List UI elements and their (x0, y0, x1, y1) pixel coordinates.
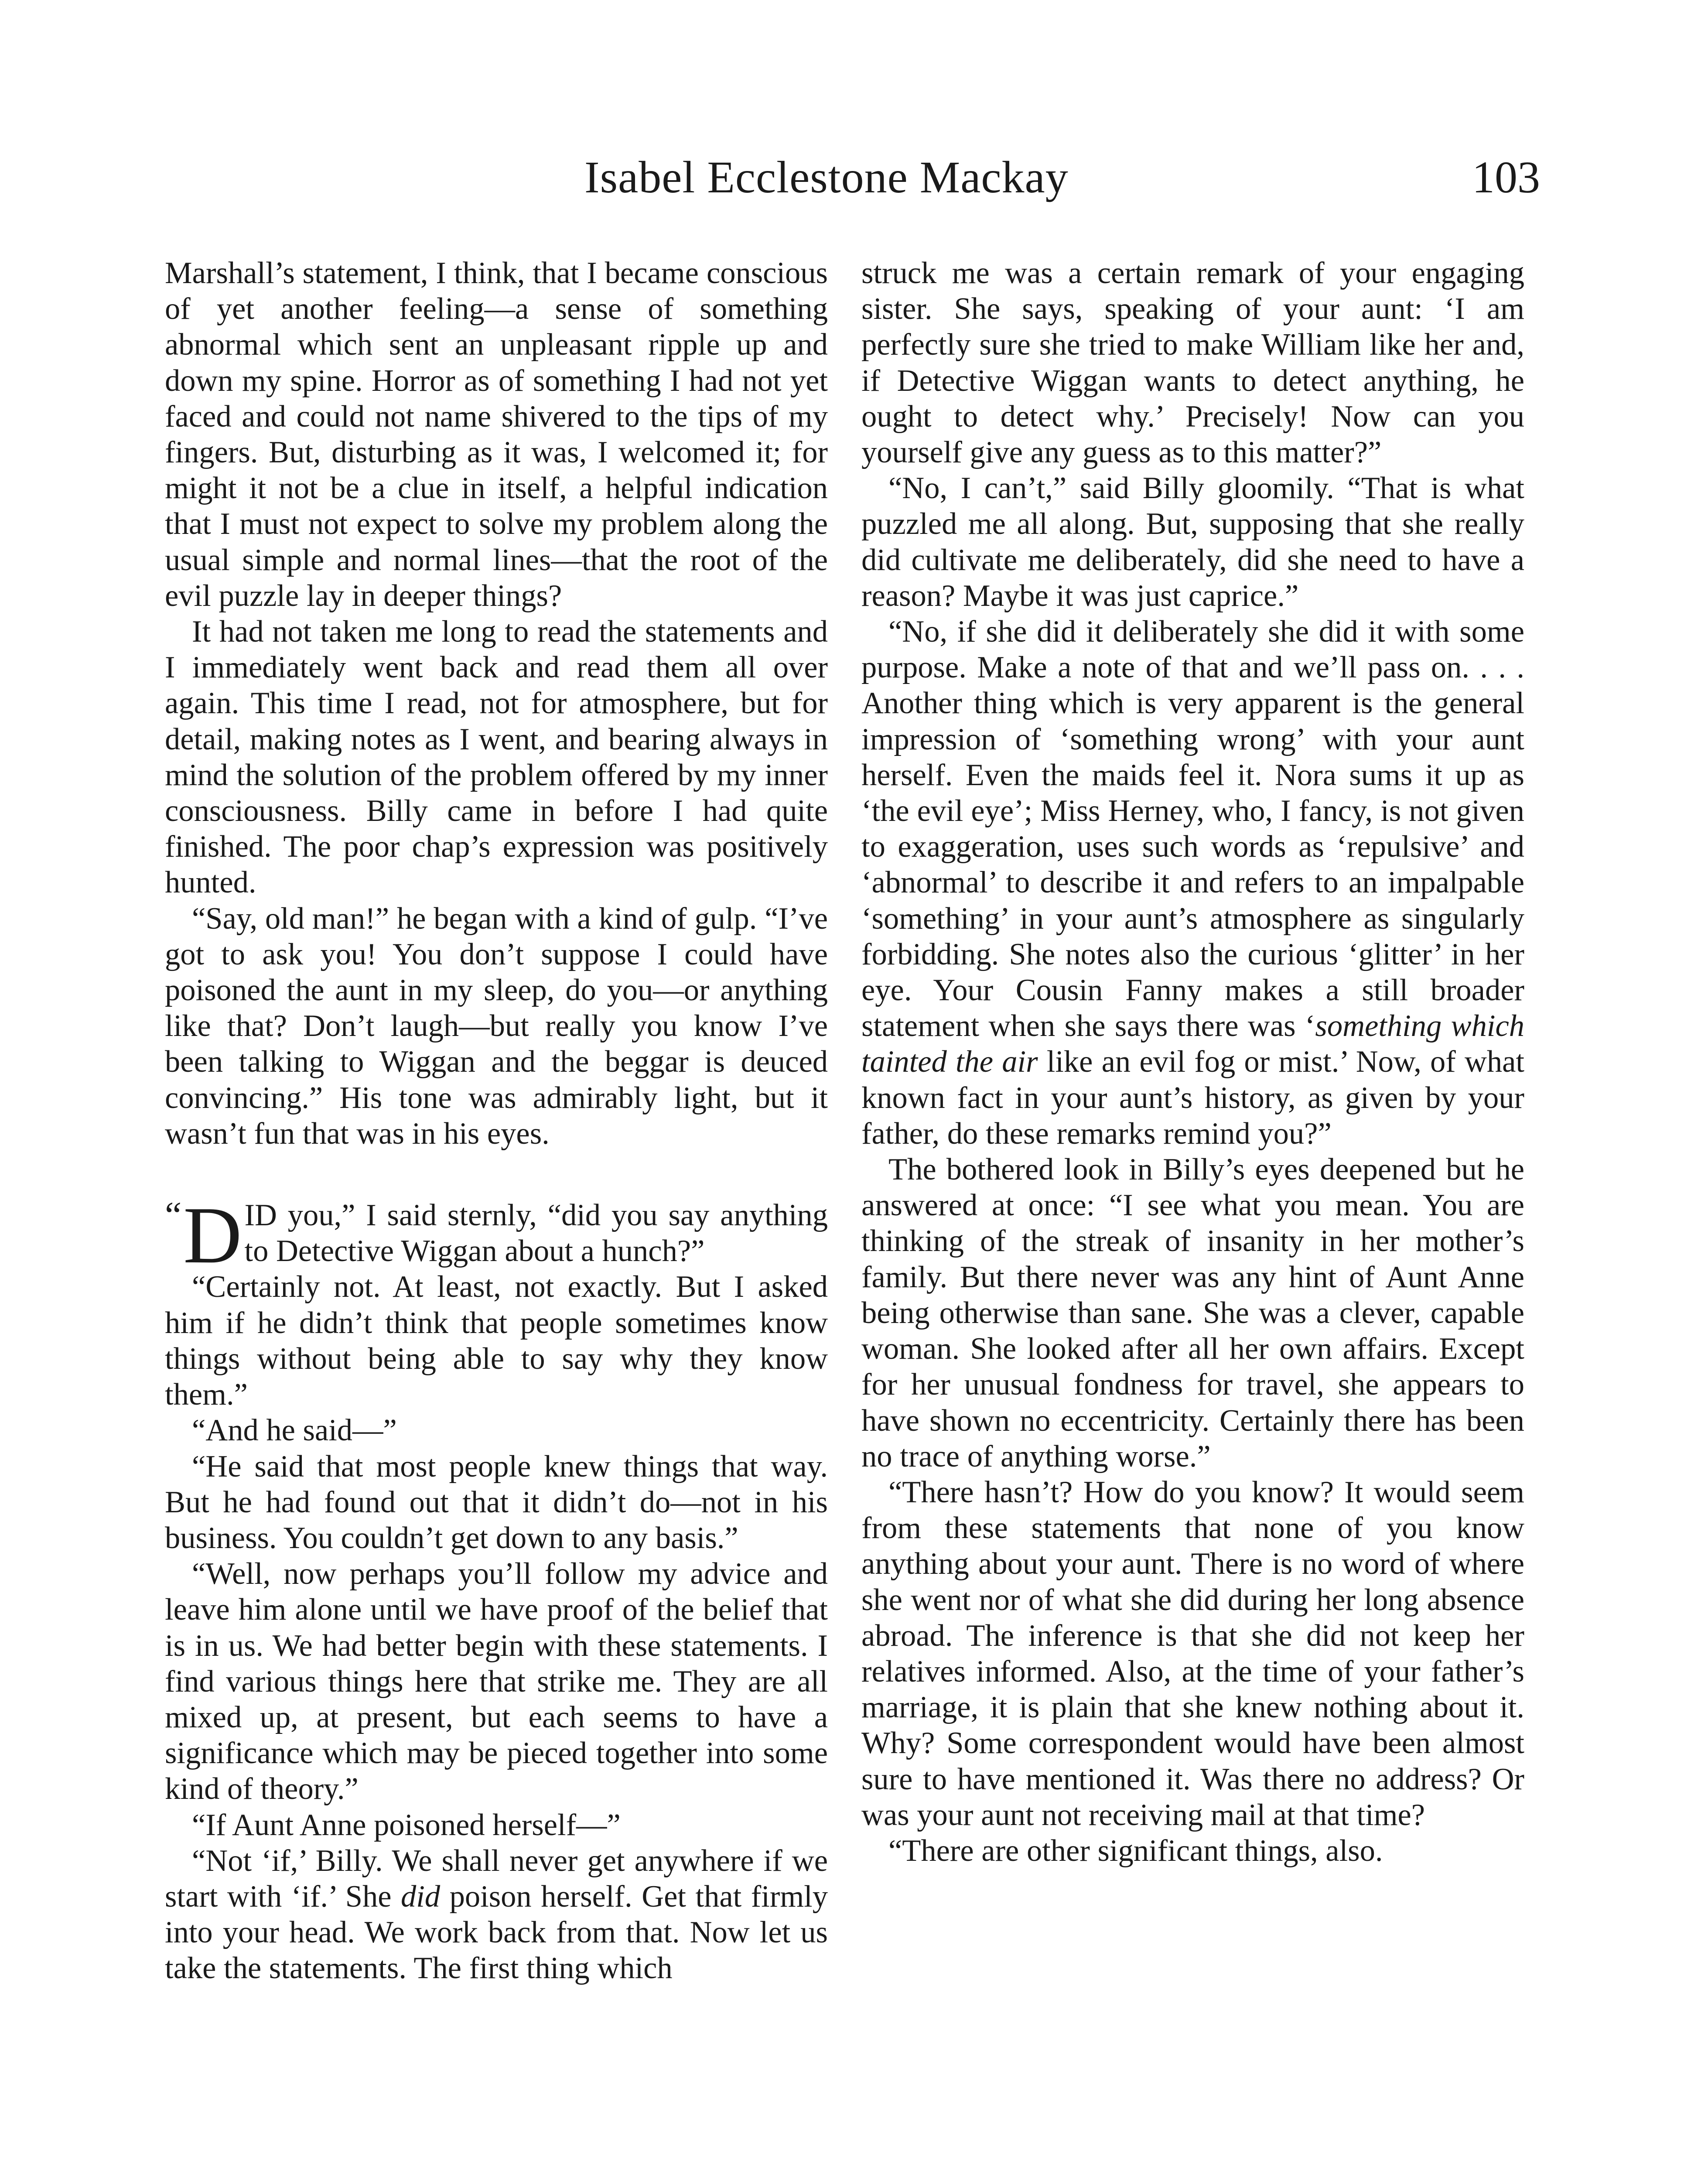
paragraph: struck me was a certain remark of your engaging sister. She says, speaking of your aunt: ‘I am perfectly sure she tried to make William like her and, if Detective Wiggan wants to detect anything, he ought to detect why.’ Precisely! Now can you yourself give any guess as to this matter?” (861, 256, 1524, 470)
paragraph: “No, I can’t,” said Billy gloomily. “That is what puzzled me all along. But, supposing that she really did cultivate me deliberately, did she need to have a reason? Maybe it was just caprice.” (861, 471, 1524, 613)
paragraph: “Well, now perhaps you’ll follow my advice and leave him alone until we have proof of the belief that is in us. We had better begin with these statements. I find various things here that strike me. They are all mixed up, at present, but each seems to have a significance which may be pieced together into some kind of theory.” (165, 1557, 828, 1806)
paragraph: “If Aunt Anne poisoned herself—” (192, 1808, 621, 1842)
section-break (165, 1152, 828, 1197)
page-number: 103 (1472, 152, 1540, 202)
text-run: like an evil fog or mist.’ Now, of what known fact in your aunt’s history, as given by your father, do these remarks remind you?” (861, 1045, 1524, 1151)
paragraph: “And he said—” (192, 1413, 397, 1448)
paragraph: “There are other significant things, also. (888, 1833, 1383, 1868)
paragraph: The bothered look in Billy’s eyes deepened but he answered at once: “I see what you mean. You are thinking of the streak of insanity in her mother’s family. But there never was any hint of Aunt Anne being otherwise than sane. She was a clever, capable woman. She looked after all her own affairs. Except for her unusual fondness for travel, she appears to have shown no eccentricity. Certainly there has been no trace of anything worse.” (861, 1152, 1524, 1473)
right-column (861, 255, 1524, 1869)
italic-text: something which tainted the air (861, 1009, 1524, 1079)
paragraph: It had not taken me long to read the statements and I immediately went back and read them all over again. This time I read, not for atmosphere, but for detail, making notes as I went, and bearing always in mind the solution of the problem offered by my inner consciousness. Billy came in before I had quite finished. The poor chap’s expression was positively hunted. (165, 615, 828, 900)
text-run: “Not ‘if,’ Billy. We shall never get anywhere if we start with ‘if.’ She (165, 1843, 828, 1914)
paragraph: “Say, old man!” he began with a kind of gulp. “I’ve got to ask you! You don’t suppose I could have poisoned the aunt in my sleep, do you—or anything like that? Don’t laugh—but really you know I’ve been talking to Wiggan and the beggar is deuced convincing.” His tone was admirably light, but it wasn’t fun that was in his eyes. (165, 901, 828, 1151)
text-run: “No, if she did it deliberately she did it with some purpose. Make a note of that and we’ll pass on. . . . Another thing which is very apparent is the general impression of ‘something wrong’ with your aunt herself. Even the maids feel it. Nora sums it up as ‘the evil eye’; Miss Herney, who, I fancy, is not given to exaggeration, uses such words as ‘repulsive’ and ‘abnormal’ to describe it and refers to an impalpable ‘something’ in your aunt’s atmosphere as singularly forbidding. She notes also the curious ‘glitter’ in her eye. Your Cousin Fanny makes a still broader statement when she says there was ‘ (861, 615, 1524, 1043)
paragraph: “There hasn’t? How do you know? It would seem from these statements that none of you know anything about your aunt. There is no word of where she went nor of what she did during her long absence abroad. The inference is that she did not keep her relatives informed. Also, at the time of your father’s marriage, it is plain that she knew nothing about it. Why? Some correspondent would have been almost sure to have mentioned it. Was there no address? Or was your aunt not receiving mail at that time? (861, 1475, 1524, 1832)
dropcap-letter: D (183, 1190, 242, 1281)
dropcap-paragraph (165, 1190, 828, 1281)
running-head: Isabel Ecclestone Mackay (584, 152, 1069, 202)
italic-text: did (401, 1879, 441, 1914)
paragraph (861, 614, 1524, 1152)
paragraph (165, 1843, 828, 1986)
text-run: poison herself. Get that firmly into your head. We work back from that. Now let us take the statements. The first thing which (165, 1879, 828, 1986)
paragraph: “Certainly not. At least, not exactly. But I asked him if he didn’t think that people sometimes know things without being able to say why they know them.” (165, 1270, 828, 1412)
dropcap-rest: ID you,” I said sternly, “did you say anything to Detective Wiggan about a hunch?” (244, 1198, 828, 1268)
left-column (165, 255, 828, 1986)
paragraph: “He said that most people knew things that way. But he had found out that it didn’t do—not in his business. You couldn’t get down to any basis.” (165, 1449, 828, 1555)
dropcap-quote: “ (165, 1194, 182, 1236)
paragraph: Marshall’s statement, I think, that I became conscious of yet another feeling—a sense of something abnormal which sent an unpleasant ripple up and down my spine. Horror as of something I had not yet faced and could not name shivered to the tips of my fingers. But, disturbing as it was, I welcomed it; for might it not be a clue in itself, a helpful indication that I must not expect to solve my problem along the usual simple and normal lines—that the root of the evil puzzle lay in deeper things? (165, 256, 828, 613)
